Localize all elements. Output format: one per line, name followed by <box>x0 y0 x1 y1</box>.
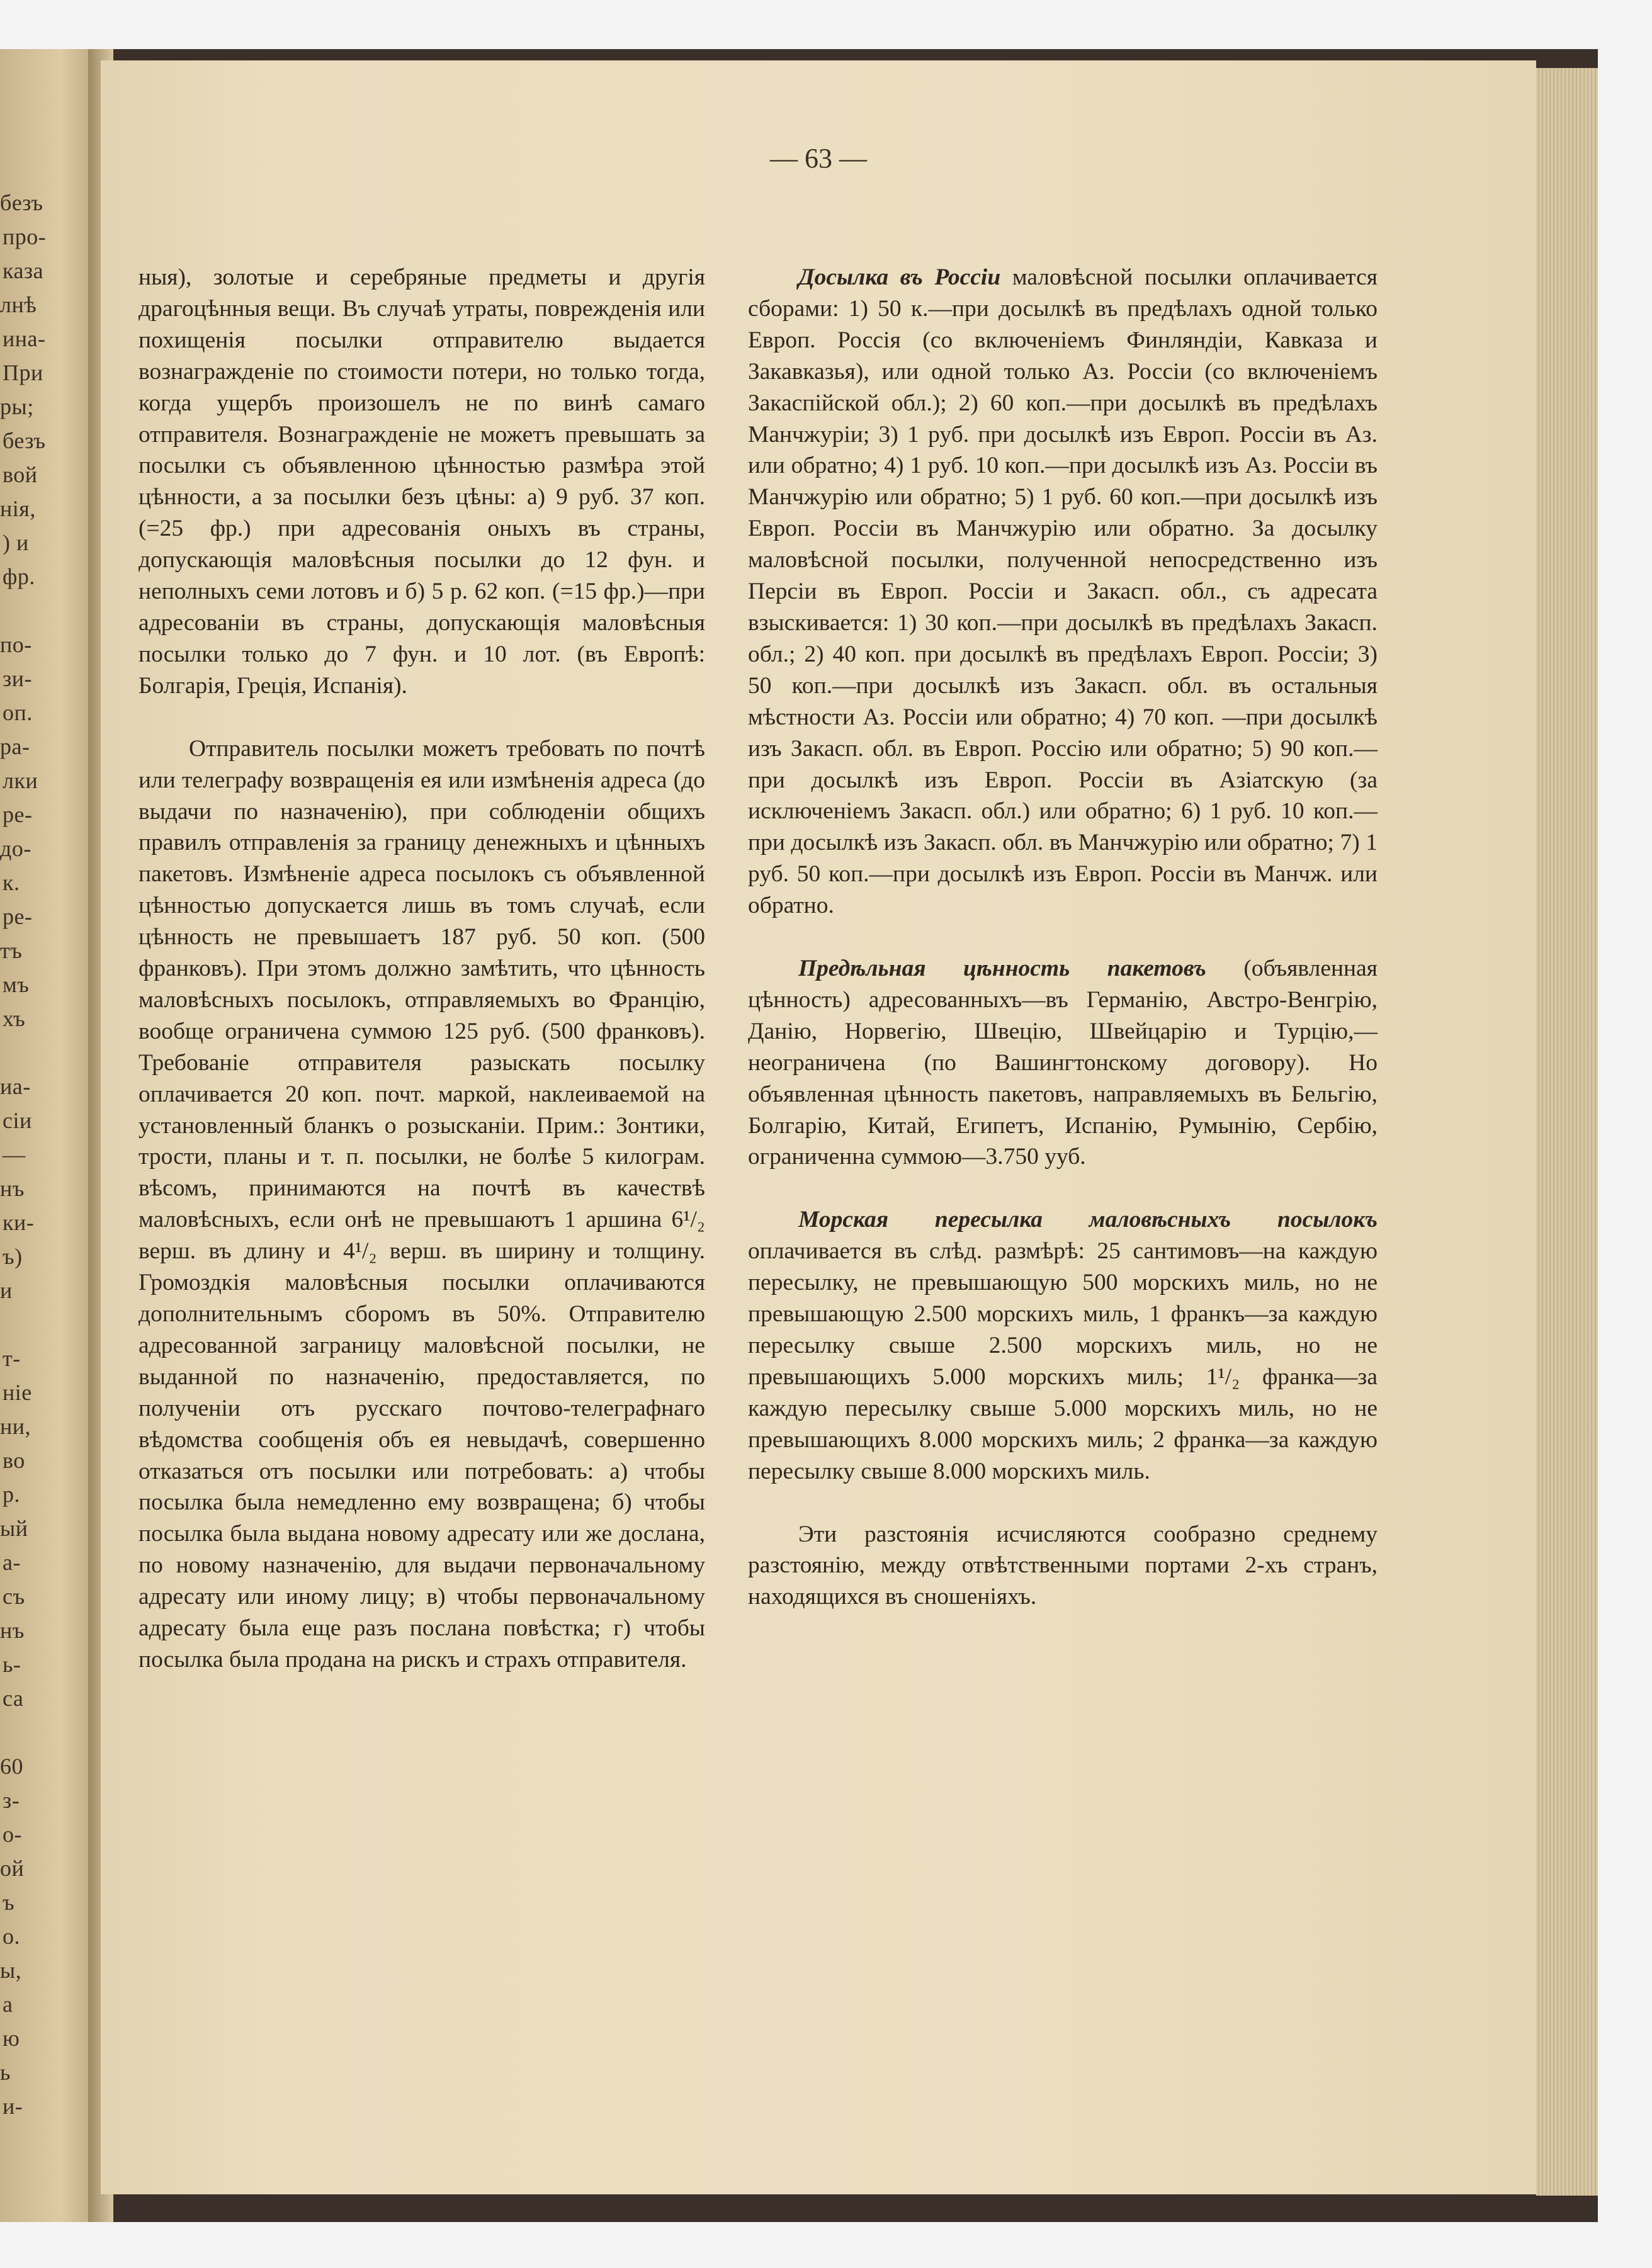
left-text-column <box>139 262 705 1676</box>
left-page-fragment: сіи <box>3 1108 32 1133</box>
paragraph-text: оплачивается въ слѣд. размѣрѣ: 25 сантимовъ—на каждую пересылку, не превышающую 500 морскихъ миль, но не превышающую 2.500 морскихъ миль, 1 франкъ—за каждую пересылку свыше 2.500 морскихъ миль, но не превышающихъ 5.000 морскихъ миль; 1¹/₂ франка—за каждую пересылку свыше 5.000 морскихъ миль, но не превышающихъ 8.000 морскихъ миль; 2 франка—за каждую пересылку свыше 8.000 морскихъ миль. <box>748 1238 1378 1484</box>
left-page-fragment: ъ <box>3 1890 15 1915</box>
left-page-fragment: иа- <box>0 1074 31 1099</box>
left-page-fragment: лнѣ <box>0 292 37 317</box>
right-text-column <box>748 262 1378 1613</box>
page-number: — 63 — <box>770 143 867 174</box>
left-page-fragment: лки <box>3 768 38 793</box>
left-page-fragment: ніе <box>3 1380 32 1405</box>
left-page-fragment: о. <box>3 1924 20 1949</box>
left-page-fragment: ни, <box>0 1414 31 1439</box>
paragraph <box>748 1204 1378 1487</box>
left-page-fragment: ) и <box>3 530 29 555</box>
left-page-fragment: бeзъ <box>0 190 43 215</box>
left-page-fragment: к. <box>3 870 20 895</box>
left-page-fragment: мъ <box>3 972 30 997</box>
left-page-fragment: нъ <box>0 1618 25 1643</box>
left-page-fragment: ры; <box>0 394 34 419</box>
left-page-fragment: ки- <box>3 1210 35 1235</box>
paragraph: ныя), золотые и серебряные предметы и другія драгоцѣнныя вещи. Въ случаѣ утраты, поврежденія или похищенія посылки отправителю выдается вознагражденіе по стоимости потери, но только тогда, когда ущербъ произошелъ не по винѣ самаго отправителя. Вознагражденіе не можетъ превышать за посылки съ объявленною цѣнностью размѣра этой цѣнности, а за посылки безъ цѣны: а) 9 руб. 37 коп. (=25 фр.) при адресованія оныхъ въ страны, допускающія маловѣсныя посылки до 12 фун. и неполныхъ семи лотовъ и б) 5 р. 62 коп. (=15 фр.)—при адресованіи въ страны, допускающія маловѣсныя посылки только до 7 фун. и 10 лот. (въ Европѣ: Болгарія, Грецiя, Испанія). <box>139 264 705 699</box>
left-page-fragment: до- <box>0 836 31 861</box>
left-page-fragment: каза <box>3 258 44 283</box>
left-page-fragment: и <box>0 1278 13 1303</box>
left-page-fragment: ь- <box>3 1652 21 1677</box>
left-page-fragment: а- <box>3 1550 21 1575</box>
left-page-fragment: про- <box>3 224 47 249</box>
paragraph-heading: Морская пересылка маловѣсныхъ посылокъ <box>798 1207 1378 1233</box>
left-page-fragment: и- <box>3 2094 23 2119</box>
left-page-fragment: ой <box>0 1856 25 1881</box>
left-page-fragment: тъ <box>0 938 23 963</box>
left-page-fragment: — <box>3 1142 26 1167</box>
left-page-edge <box>0 49 101 2222</box>
paragraph-text: Эти разстоянія исчисляются сообразно среднему разстоянію, между отвѣтственными портами 2-хъ странъ, находящихся въ сношеніяхъ. <box>748 1521 1378 1610</box>
left-page-fragment: з- <box>3 1788 20 1813</box>
left-page-fragment: ю <box>3 2026 20 2051</box>
left-page-fragment: во <box>3 1448 25 1473</box>
left-page-fragment: При <box>3 360 43 385</box>
left-page-fragment: нъ <box>0 1176 25 1201</box>
left-page-fragment: ый <box>0 1516 28 1541</box>
left-page-fragment: са <box>3 1686 24 1711</box>
left-page-fragment: съ <box>3 1584 25 1609</box>
left-page-fragment: ра- <box>0 734 30 759</box>
left-page-fragment: хъ <box>3 1006 26 1031</box>
left-page-fragment: оп. <box>3 700 33 725</box>
book-page <box>101 60 1536 2194</box>
left-page-fragment: безъ <box>3 428 46 453</box>
left-page-fragment: а <box>3 1992 13 2017</box>
left-page-fragment: о- <box>3 1822 22 1847</box>
paragraph <box>748 1519 1378 1613</box>
left-page-fragment: 60 <box>0 1754 23 1779</box>
left-page-fragment: ъ) <box>3 1244 23 1269</box>
paragraph-text: (объявленная цѣнность) адресованныхъ—въ Германію, Австро-Венгрію, Данію, Норвегію, Швецію, Швейцарію и Турцію,—неограничена (по Вашингтонскому договору). Но объявленная цѣнность пакетовъ, направляемыхъ въ Бельгію, Болгарію, Китай, Египетъ, Испанію, Румынію, Сербію, ограниченна суммою—3.750 ууб. <box>748 956 1378 1170</box>
left-page-fragment: нія, <box>0 496 36 521</box>
paragraph-text: маловѣсной посылки оплачивается сборами: 1) 50 к.—при досылкѣ въ предѣлахъ одной только Европ. Россія (со включеніемъ Финляндіи, Кавказа и Закавказья), или одной только Аз. Россіи (со включеніемъ Закаспійской обл.); 2) 60 коп.—при досылкѣ въ предѣлахъ Манчжуріи; 3) 1 руб. при досылкѣ изъ Европ. Россіи въ Аз. или обратно; 4) 1 руб. 10 коп.—при досылкѣ изъ Аз. Россіи въ Манчжурію или обратно; 5) 1 руб. 60 коп.—при досылкѣ изъ Европ. Россіи въ Манчжурію или обратно. За досылку маловѣсной посылки, полученной непосредственно изъ Персіи въ Европ. Россіи и Закасп. обл., съ адресата взыскивается: 1) 30 коп.—при досылкѣ въ предѣлахъ Закасп. обл.; 2) 40 коп. при досылкѣ въ предѣлахъ Европ. Россіи; 3) 50 коп.—при досылкѣ изъ Закасп. обл. въ остальныя мѣстности Аз. Россіи или обратно; 4) 70 коп. —при досылкѣ изъ Закасп. обл. въ Европ. Россію или обратно; 5) 90 коп.—при досылкѣ изъ Европ. Россіи въ Азіатскую (за исключеніемъ Закасп. обл.) или обратно; 6) 1 руб. 10 коп.—при досылкѣ изъ Закасп. обл. въ Манчжурію или обратно; 7) 1 руб. 50 коп.—при досылкѣ изъ Европ. Россіи въ Манчж. или обратно. <box>748 264 1378 919</box>
paragraph-heading: Досылка въ Россіи <box>798 264 1001 290</box>
left-page-fragment: зи- <box>3 666 32 691</box>
paragraph: Отправитель посылки можетъ требовать по почтѣ или телеграфу возвращенія ея или измѣненія адреса (до выдачи по назначенію), при соблюденіи общихъ правилъ отправленія за границу денежныхъ и цѣнныхъ пакетовъ. Измѣненіе адреса посылокъ съ объявленной цѣнностью допускается лишь въ томъ случаѣ, если цѣнность не превышаетъ 187 руб. 50 коп. (500 франковъ). При этомъ должно замѣтить, что цѣнность маловѣсныхъ посылокъ, отправляемыхъ во Францію, вообще ограничена суммою 125 руб. (500 франковъ). Требованіе отправителя разыскать посылку оплачивается 20 коп. почт. маркой, наклеиваемой на установленный бланкъ о розысканіи. Прим.: Зонтики, трости, планы и т. п. посылки, не болѣе 5 килограм. вѣсомъ, принимаются на почтѣ въ качествѣ маловѣсныхъ, если онѣ не превышаютъ 1 аршина 6¹/₂ верш. въ длину и 4¹/₂ верш. въ ширину и толщину. Громоздкія маловѣсныя посылки оплачиваются дополнительнымъ сборомъ въ 50%. Отправителю адресованной заграницу маловѣсной посылки, не выданной по назначенію, предоставляется, по полученіи отъ русскаго почтово-телеграфнаго вѣдомства сообщенія объ ея невыдачѣ, совершенно отказаться отъ посылки или потребовать: а) чтобы посылка была немедленно ему возвращена; б) чтобы посылка была выдана новому адресату или же дослана, по новому назначенію, для выдачи первоначальному адресату или иному лицу; в) чтобы первоначальному адресату была еще разъ послана повѣстка; г) чтобы посылка была продана на рискъ и страхъ отправителя. <box>139 735 705 1673</box>
paragraph <box>748 262 1378 922</box>
left-page-fragment: р. <box>3 1482 20 1507</box>
book-photo <box>0 49 1598 2222</box>
paragraph <box>748 953 1378 1173</box>
left-page-fragment: ина- <box>3 326 46 351</box>
left-page-fragment: ы, <box>0 1958 22 1983</box>
left-page-fragment: ре- <box>3 904 33 929</box>
paragraph-heading: Предѣльная цѣнность пакетовъ <box>798 956 1206 982</box>
left-page-fragment: ре- <box>3 802 33 827</box>
left-page-fragment: вой <box>3 462 38 487</box>
page-block-edges <box>1536 68 1598 2196</box>
left-page-fragment: ь <box>0 2060 11 2085</box>
left-page-fragment: по- <box>0 632 32 657</box>
left-page-fragment: фр. <box>3 564 35 589</box>
left-page-fragment: т- <box>3 1346 21 1371</box>
